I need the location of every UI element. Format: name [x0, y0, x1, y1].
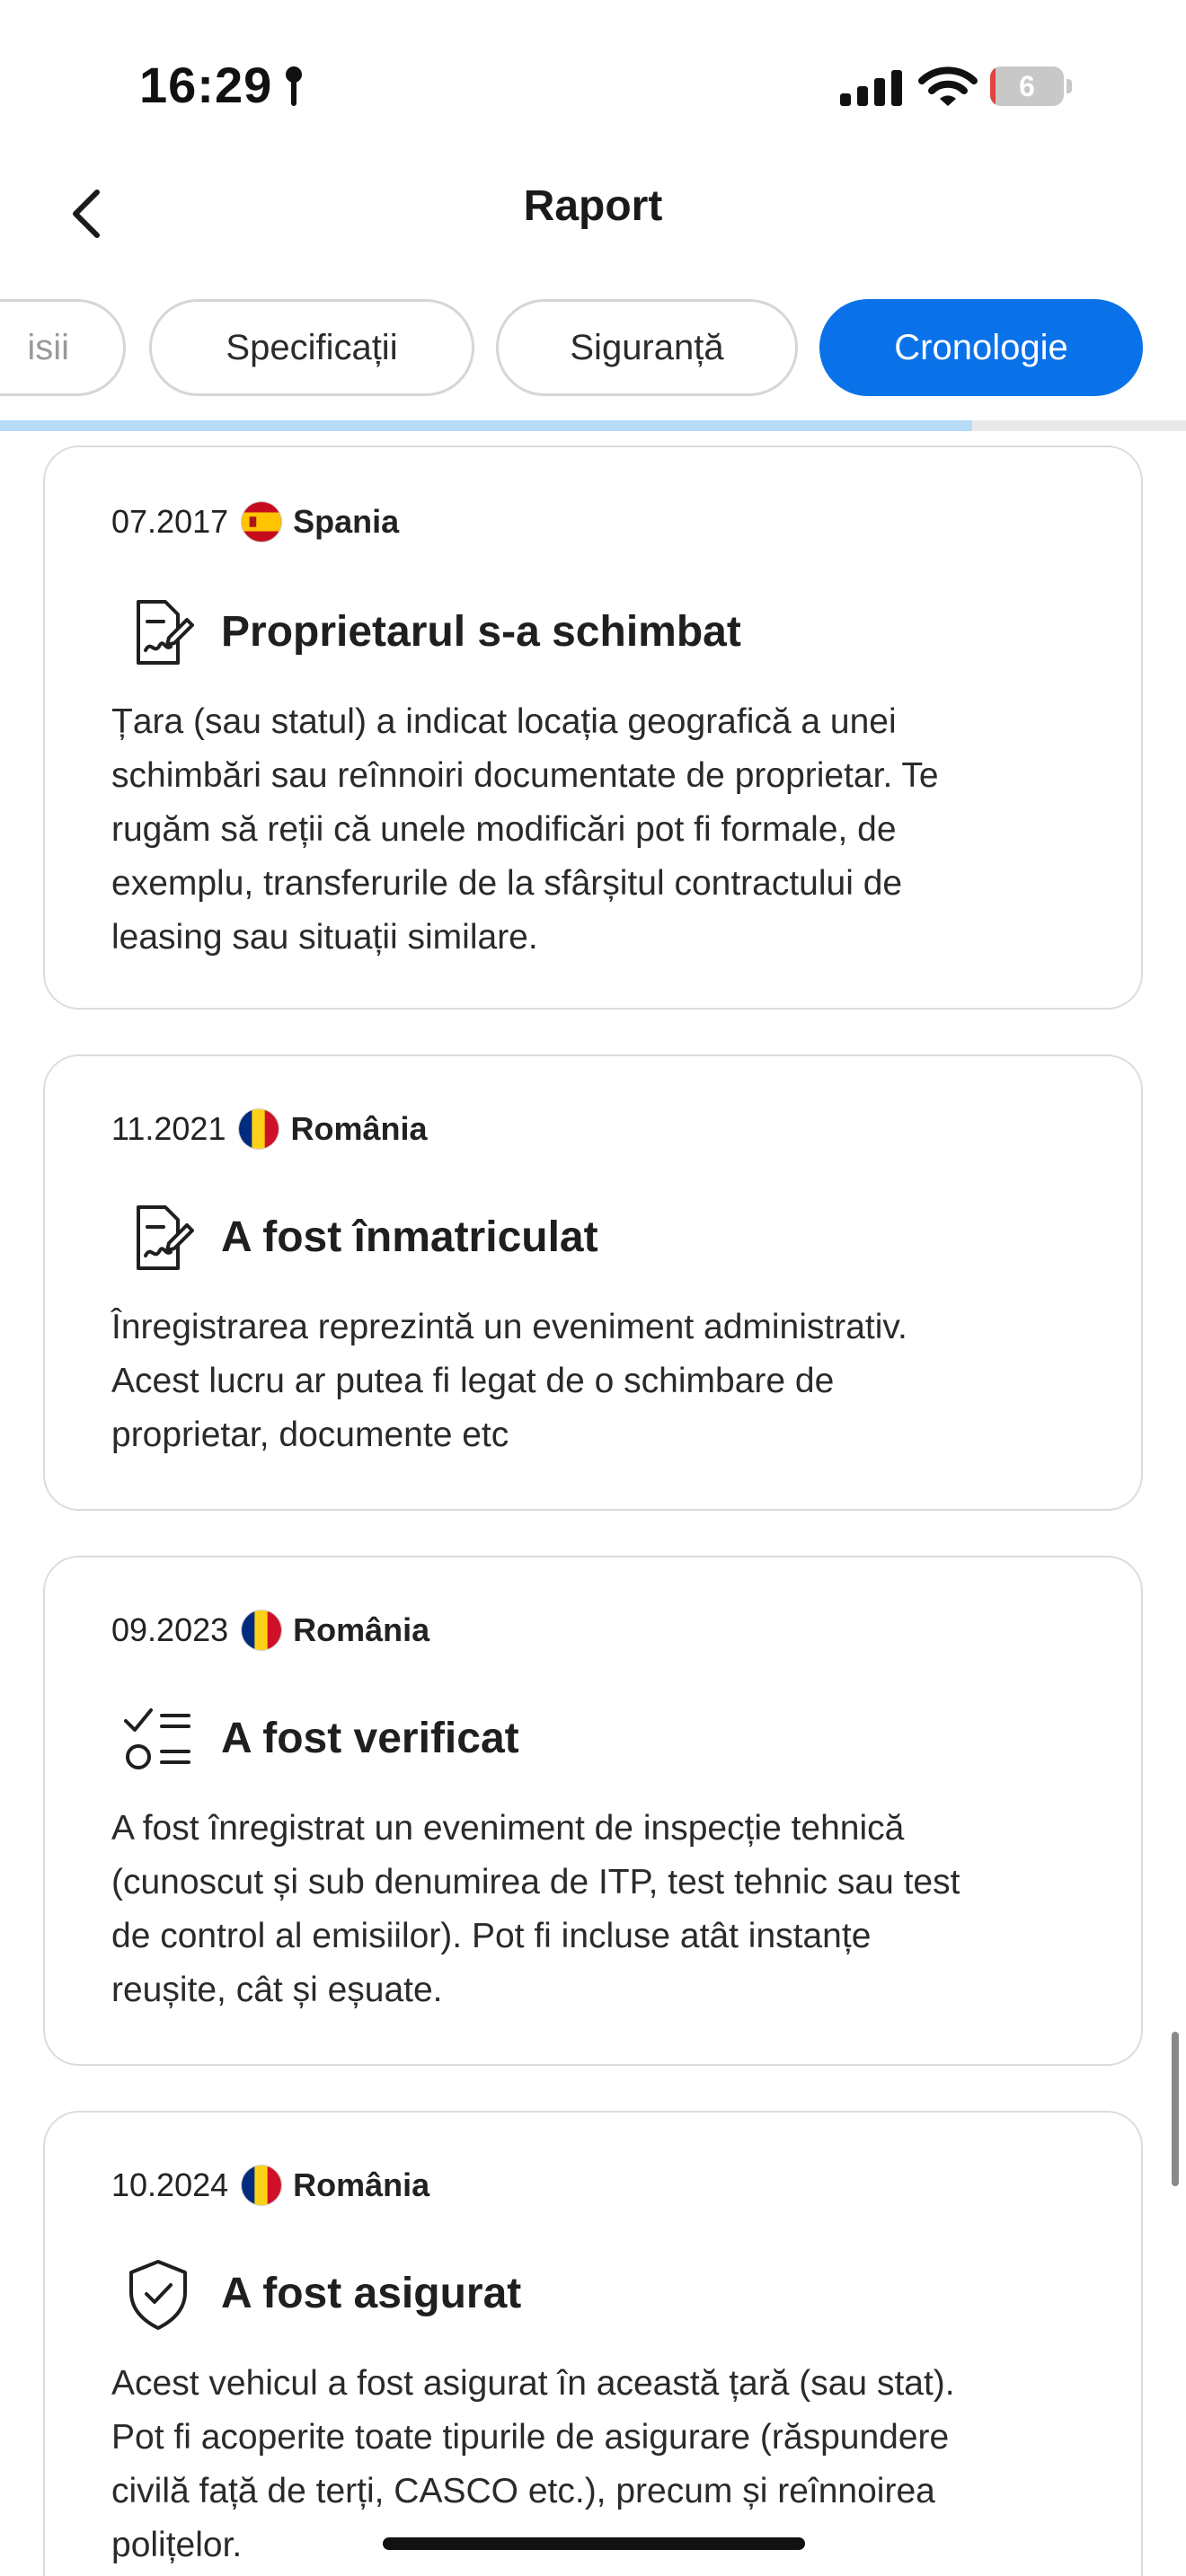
- description-line: civilă față de terți, CASCO etc.), precum și reînnoirea: [111, 2472, 935, 2510]
- timeline-card: [43, 446, 1143, 1010]
- location-pin-icon: [280, 65, 307, 108]
- header: [0, 162, 1186, 260]
- description-line: proprietar, documente etc: [111, 1416, 509, 1454]
- card-date-row: [111, 501, 399, 543]
- spain-flag-icon: [241, 501, 282, 543]
- card-title: A fost verificat: [221, 1715, 519, 1762]
- card-country: România: [293, 1611, 430, 1648]
- cellular-signal-icon: [840, 70, 903, 106]
- romania-flag-icon: [241, 2165, 282, 2206]
- description-line: leasing sau situații similare.: [111, 918, 538, 957]
- document-signature-icon: [120, 595, 196, 670]
- description-line: Pot fi acoperite toate tipurile de asigurare (răspundere: [111, 2418, 950, 2457]
- card-country: România: [290, 1110, 428, 1147]
- card-date-row: [111, 2165, 429, 2206]
- vertical-scrollbar[interactable]: [1172, 2032, 1179, 2186]
- card-date: 07.2017: [111, 503, 229, 540]
- card-title: A fost asigurat: [221, 2270, 522, 2317]
- page-title: Raport: [523, 182, 663, 230]
- romania-flag-icon: [238, 1108, 279, 1150]
- status-time: 16:29: [139, 57, 273, 113]
- description-line: Acest vehicul a fost asigurat în această țară (sau stat).: [111, 2364, 955, 2403]
- battery-icon: [990, 66, 1071, 106]
- card-date: 11.2021: [111, 1110, 226, 1147]
- timeline-card: [43, 1556, 1143, 2066]
- description-line: reușite, cât și eșuate.: [111, 1971, 443, 2009]
- tab-specificatii[interactable]: Specificații: [149, 299, 474, 396]
- timeline-card: [43, 1054, 1143, 1511]
- description-line: de control al emisiilor). Pot fi incluse atât instanțe: [111, 1917, 872, 1955]
- home-indicator[interactable]: [383, 2537, 805, 2550]
- description-line: Țara (sau statul) a indicat locația geografică a unei: [111, 702, 897, 741]
- tab-scroll-progress: [0, 420, 1186, 431]
- timeline-card: [43, 2111, 1143, 2576]
- card-date: 09.2023: [111, 1611, 229, 1648]
- card-date-row: [111, 1610, 429, 1651]
- description-line: polițelor.: [111, 2526, 243, 2564]
- status-bar: [0, 0, 1186, 153]
- card-date: 10.2024: [111, 2166, 229, 2203]
- shield-check-icon: [120, 2256, 196, 2332]
- document-signature-icon: [120, 1200, 196, 1275]
- card-date-row: [111, 1108, 428, 1150]
- description-line: rugăm să reții că unele modificări pot fi formale, de: [111, 810, 897, 849]
- wifi-icon: [918, 65, 978, 108]
- card-title: A fost înmatriculat: [221, 1213, 598, 1261]
- card-description: [111, 1301, 1091, 1462]
- description-line: A fost înregistrat un eveniment de inspecție tehnică: [111, 1809, 905, 1848]
- card-title: Proprietarul s-a schimbat: [221, 608, 741, 656]
- tab-siguranta[interactable]: Siguranță: [496, 299, 798, 396]
- checklist-icon: [120, 1701, 196, 1777]
- romania-flag-icon: [241, 1610, 282, 1651]
- tab-cronologie[interactable]: Cronologie: [819, 299, 1143, 396]
- tab-scroll-progress-fill: [0, 420, 972, 431]
- card-country: Spania: [293, 503, 400, 540]
- description-line: schimbări sau reînnoiri documentate de proprietar. Te: [111, 756, 939, 795]
- card-description: [111, 1802, 1091, 2017]
- description-line: Acest lucru ar putea fi legat de o schimbare de: [111, 1362, 835, 1400]
- description-line: (cunoscut și sub denumirea de ITP, test tehnic sau test: [111, 1863, 960, 1901]
- tab-emisii[interactable]: isii: [0, 299, 126, 396]
- card-country: România: [293, 2166, 430, 2203]
- battery-level: 6: [1019, 70, 1035, 102]
- tab-bar: [0, 299, 1186, 398]
- description-line: Înregistrarea reprezintă un eveniment administrativ.: [111, 1308, 907, 1346]
- description-line: exemplu, transferurile de la sfârșitul contractului de: [111, 864, 903, 903]
- card-description: [111, 695, 1091, 965]
